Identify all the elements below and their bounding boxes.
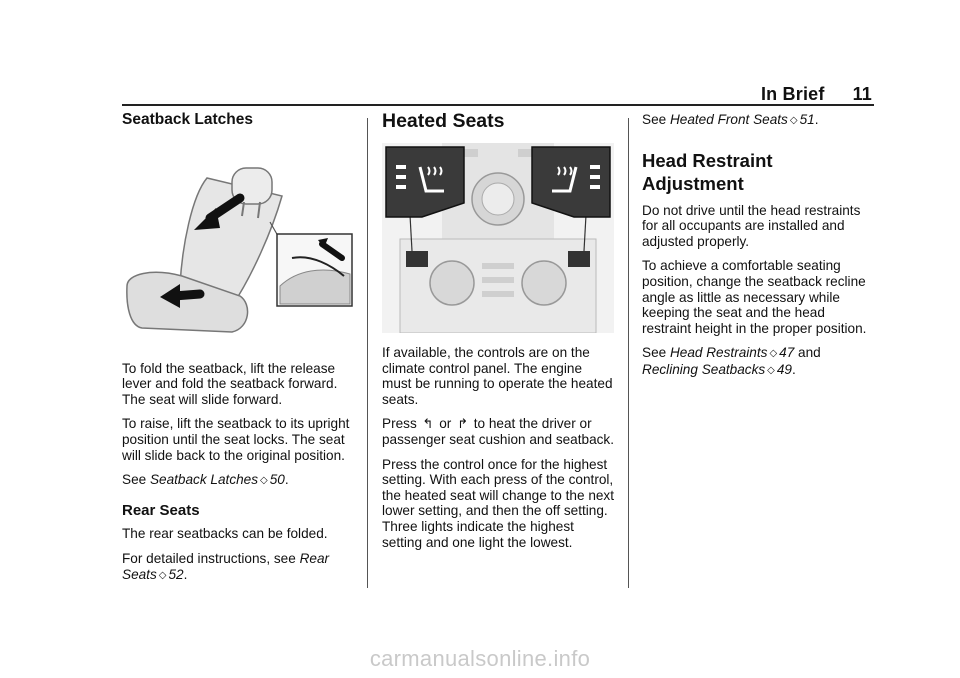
- climate-panel-illustration: [382, 143, 614, 333]
- section-title: In Brief: [760, 84, 825, 104]
- heated-seats-heading: Heated Seats: [382, 110, 505, 132]
- rear-seats-see-reference: For detailed instructions, see Rear Seats ◇ 52.: [122, 550, 330, 582]
- column-2: [382, 110, 614, 559]
- seatback-latches-page[interactable]: 50: [269, 472, 285, 488]
- seat-latch-illustration: [122, 136, 354, 341]
- seatback-latches-heading: Seatback Latches: [122, 111, 253, 128]
- page-ref-arrow-icon: ◇: [789, 115, 798, 126]
- page-header: [761, 84, 872, 105]
- page-number: 11: [852, 84, 872, 104]
- rear-seats-heading: Rear Seats: [122, 501, 200, 519]
- page-ref-arrow-icon: ◇: [260, 475, 268, 487]
- press-instructions: Press ↰ or ↱ to heat the driver or passenger seat cushion and seatback.: [382, 416, 615, 447]
- seatback-see-reference: See Seatback Latches ◇ 50.: [122, 472, 289, 488]
- watermark: carmanualsonline.info: [369, 646, 591, 671]
- head-restraint-see-reference: See Head Restraints ◇ 47 and Reclining Seatbacks ◇ 49.: [642, 345, 821, 377]
- reclining-seatbacks-page[interactable]: 49: [776, 361, 792, 377]
- column-divider-1: [367, 118, 368, 588]
- raise-instructions: To raise, lift the seatback to its upright position until the seat locks. The seat will slide back to the original position.: [122, 416, 350, 463]
- fold-instructions: To fold the seatback, lift the release lever and fold the seatback forward. The seat will slide forward.: [122, 360, 338, 407]
- column-divider-2: [628, 118, 629, 588]
- column-1: [122, 112, 354, 592]
- controls-location-text: If available, the controls are on the climate control panel. The engine must be running to operate the heated seats.: [382, 345, 613, 407]
- press-control-text: Press the control once for the highest setting. With each press of the control, the heated seat will change to the next lower setting, and then the off setting. Three lights indicate the highest setting and one light the lowest.: [382, 456, 615, 550]
- head-restraint-warning: Do not drive until the head restraints for all occupants are installed and adjusted properly.: [642, 202, 861, 249]
- page-ref-arrow-icon: ◇: [767, 364, 775, 376]
- page-ref-arrow-icon: ◇: [158, 569, 167, 581]
- rear-seats-text: The rear seatbacks can be folded.: [122, 526, 328, 542]
- page-ref-arrow-icon: ◇: [769, 348, 778, 360]
- heated-seat-driver-icon: ↰: [422, 416, 434, 432]
- heated-front-seats-page[interactable]: 51: [799, 112, 815, 127]
- heated-seat-passenger-icon: ↱: [457, 416, 468, 432]
- header-rule: [122, 104, 874, 106]
- head-restraints-link[interactable]: Head Restraints: [669, 345, 768, 361]
- head-restraint-heading: Head Restraint Adjustment: [642, 149, 773, 194]
- heated-front-seats-see-reference: See Heated Front Seats ◇ 51.: [642, 112, 819, 127]
- rear-seats-link[interactable]: Rear Seats: [122, 550, 330, 582]
- seatback-latches-link[interactable]: Seatback Latches: [149, 472, 259, 488]
- heated-front-seats-link[interactable]: Heated Front Seats: [669, 112, 788, 127]
- column-3: [642, 112, 874, 388]
- head-restraints-page[interactable]: 47: [779, 345, 795, 361]
- comfort-instructions: To achieve a comfortable seating position, change the seatback recline angle as little as necessary while keeping the seat and the head restraint height in the proper position.: [642, 258, 867, 336]
- reclining-seatbacks-link[interactable]: Reclining Seatbacks: [642, 361, 766, 377]
- rear-seats-page[interactable]: 52: [168, 566, 184, 582]
